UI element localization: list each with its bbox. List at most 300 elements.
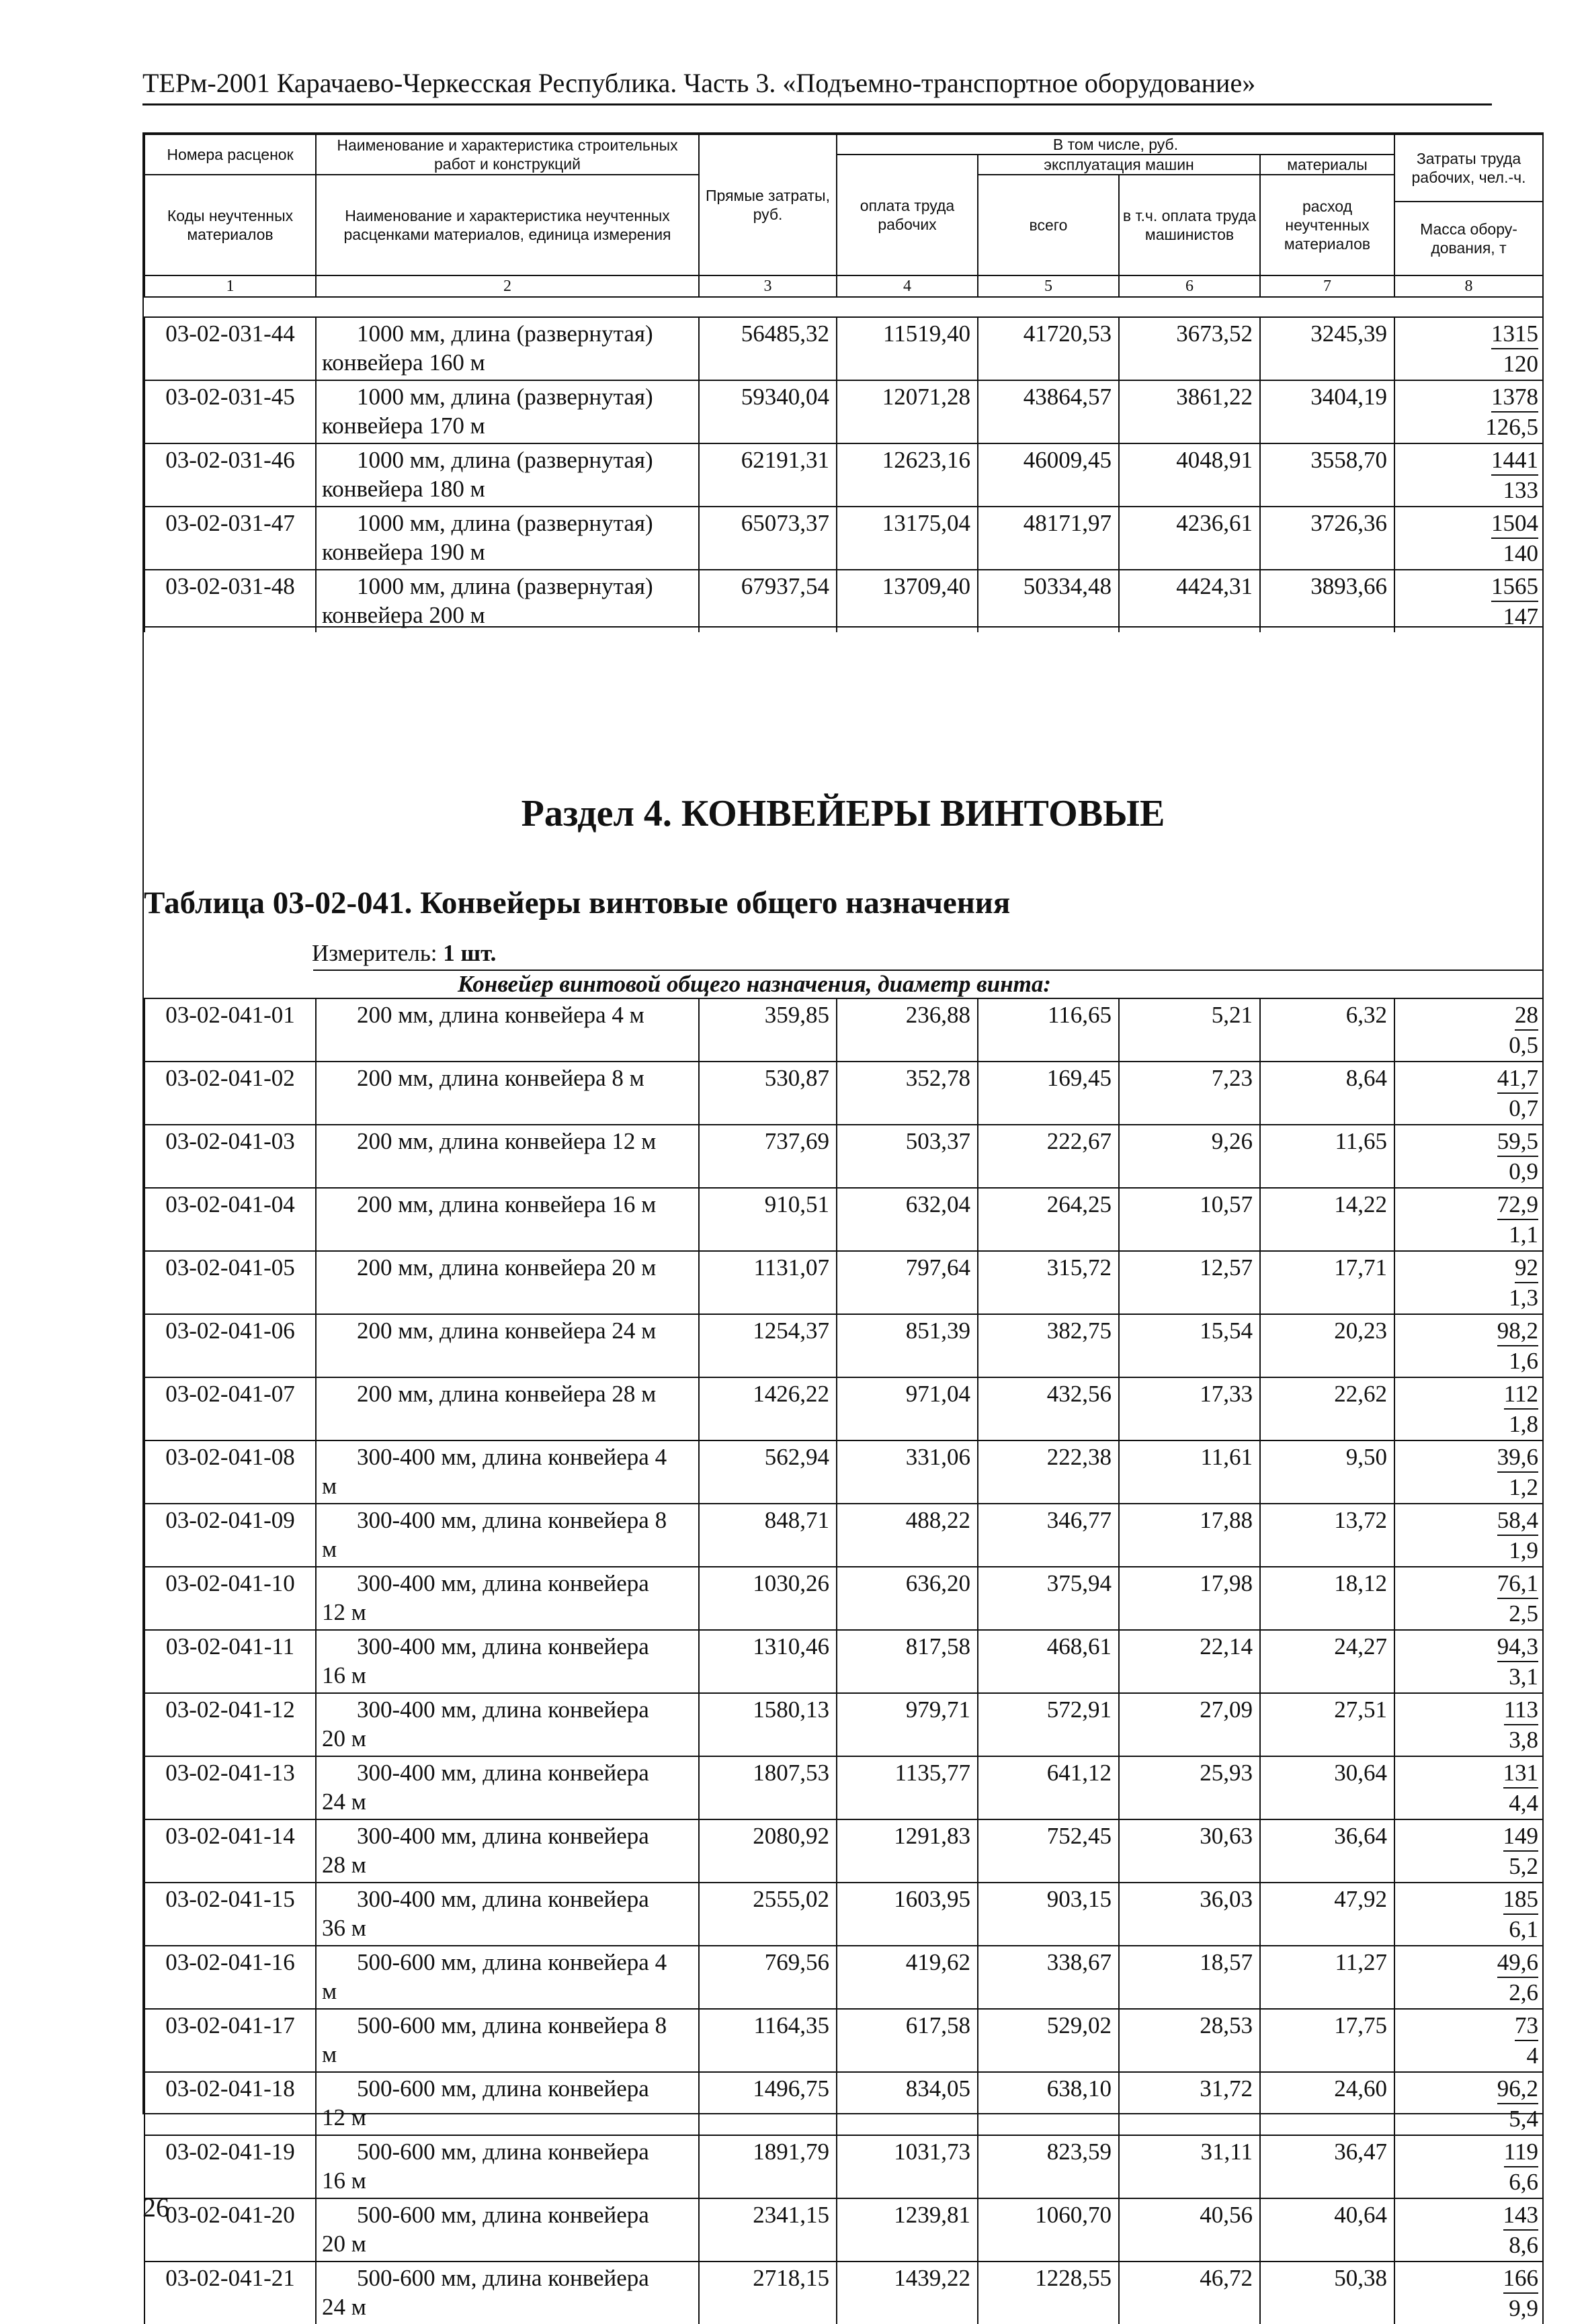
- table-row: [144, 998, 1543, 1062]
- labor-pay: 13709,40: [837, 570, 978, 632]
- table-row: [144, 443, 1543, 507]
- equipment-mass: 1,9: [1509, 1537, 1538, 1563]
- labor-hours: 143: [1503, 2200, 1539, 2231]
- description-line-1: 1000 мм, длина (развернутая): [357, 510, 653, 536]
- labor-pay: 1031,73: [837, 2135, 978, 2198]
- work-description: [316, 2262, 699, 2324]
- machinist-pay: 4048,91: [1119, 443, 1260, 507]
- labor-hours: 49,6: [1497, 1948, 1538, 1978]
- machine-total: 41720,53: [978, 317, 1119, 380]
- labor-hours: 72,9: [1497, 1190, 1538, 1220]
- direct-costs: 1131,07: [699, 1251, 837, 1314]
- labor-and-mass: [1394, 1251, 1543, 1314]
- rate-code: 03-02-041-13: [144, 1756, 316, 1819]
- machinist-pay: 27,09: [1119, 1693, 1260, 1756]
- machine-total: 432,56: [978, 1377, 1119, 1440]
- work-description: [316, 998, 699, 1062]
- description-line-1: 1000 мм, длина (развернутая): [357, 573, 653, 599]
- rate-code: 03-02-041-08: [144, 1440, 316, 1504]
- materials-cost: 30,64: [1260, 1756, 1394, 1819]
- description-line-1: 300-400 мм, длина конвейера 4: [357, 1444, 667, 1470]
- column-number: 8: [1394, 275, 1543, 297]
- labor-pay: 419,62: [837, 1946, 978, 2009]
- labor-and-mass: [1394, 1188, 1543, 1251]
- rate-code: 03-02-041-02: [144, 1062, 316, 1125]
- description-line-1: 200 мм, длина конвейера 16 м: [357, 1191, 657, 1217]
- labor-and-mass: [1394, 1125, 1543, 1188]
- materials-cost: 40,64: [1260, 2198, 1394, 2262]
- description-line-2: конвейера 160 м: [322, 349, 485, 376]
- description-line-1: 500-600 мм, длина конвейера: [357, 2139, 649, 2165]
- direct-costs: 910,51: [699, 1188, 837, 1251]
- table-row: [144, 2135, 1543, 2198]
- description-line-2: 20 м: [322, 1725, 366, 1752]
- materials-cost: 8,64: [1260, 1062, 1394, 1125]
- labor-pay: 797,64: [837, 1251, 978, 1314]
- labor-pay: 1239,81: [837, 2198, 978, 2262]
- direct-costs: 1164,35: [699, 2009, 837, 2072]
- description-line-2: конвейера 170 м: [322, 413, 485, 439]
- machinist-pay: 12,57: [1119, 1251, 1260, 1314]
- work-description: [316, 1819, 699, 1883]
- work-description: [316, 317, 699, 380]
- work-description: [316, 507, 699, 570]
- machinist-pay: 11,61: [1119, 1440, 1260, 1504]
- labor-hours: 1441: [1491, 445, 1538, 476]
- direct-costs: 62191,31: [699, 443, 837, 507]
- table-row: [144, 380, 1543, 443]
- labor-pay: 236,88: [837, 998, 978, 1062]
- direct-costs: 848,71: [699, 1504, 837, 1567]
- equipment-mass: 6,1: [1509, 1916, 1538, 1942]
- direct-costs: 1254,37: [699, 1314, 837, 1377]
- equipment-mass: 6,6: [1509, 2169, 1538, 2195]
- rate-code: 03-02-041-11: [144, 1630, 316, 1693]
- machinist-pay: 17,88: [1119, 1504, 1260, 1567]
- machinist-pay: 46,72: [1119, 2262, 1260, 2324]
- rate-code: 03-02-031-48: [144, 570, 316, 632]
- direct-costs: 59340,04: [699, 380, 837, 443]
- description-line-2: 16 м: [322, 1662, 366, 1688]
- description-line-1: 200 мм, длина конвейера 8 м: [357, 1065, 644, 1091]
- description-line-2: 12 м: [322, 1599, 366, 1625]
- rate-code: 03-02-031-46: [144, 443, 316, 507]
- equipment-mass: 133: [1503, 477, 1538, 503]
- rate-code: 03-02-041-07: [144, 1377, 316, 1440]
- description-line-2: м: [322, 1978, 337, 2004]
- description-line-1: 200 мм, длина конвейера 28 м: [357, 1381, 657, 1407]
- section-title: Раздел 4. КОНВЕЙЕРЫ ВИНТОВЫЕ: [521, 793, 1165, 834]
- rate-code: 03-02-041-12: [144, 1693, 316, 1756]
- description-line-1: 500-600 мм, длина конвейера 4: [357, 1949, 667, 1975]
- description-line-1: 500-600 мм, длина конвейера 8: [357, 2012, 667, 2038]
- table-row: [144, 1314, 1543, 1377]
- labor-and-mass: [1394, 443, 1543, 507]
- machinist-pay: 5,21: [1119, 998, 1260, 1062]
- description-line-1: 200 мм, длина конвейера 20 м: [357, 1254, 657, 1281]
- labor-hours: 98,2: [1497, 1316, 1538, 1346]
- labor-and-mass: [1394, 1819, 1543, 1883]
- machine-total: 638,10: [978, 2072, 1119, 2135]
- labor-and-mass: [1394, 1756, 1543, 1819]
- machinist-pay: 28,53: [1119, 2009, 1260, 2072]
- description-line-2: 28 м: [322, 1852, 366, 1878]
- labor-and-mass: [1394, 2198, 1543, 2262]
- machinist-pay: 36,03: [1119, 1883, 1260, 1946]
- direct-costs: 56485,32: [699, 317, 837, 380]
- work-description: [316, 1062, 699, 1125]
- direct-costs: 2555,02: [699, 1883, 837, 1946]
- labor-hours: 1565: [1491, 572, 1538, 602]
- rate-code: 03-02-041-05: [144, 1251, 316, 1314]
- materials-cost: 3404,19: [1260, 380, 1394, 443]
- description-line-1: 500-600 мм, длина конвейера: [357, 2202, 649, 2228]
- rate-code: 03-02-041-01: [144, 998, 316, 1062]
- labor-hours: 113: [1504, 1695, 1538, 1725]
- labor-pay: 1291,83: [837, 1819, 978, 1883]
- machinist-pay: 18,57: [1119, 1946, 1260, 2009]
- rate-code: 03-02-031-45: [144, 380, 316, 443]
- rate-code: 03-02-041-04: [144, 1188, 316, 1251]
- labor-hours: 94,3: [1497, 1632, 1538, 1662]
- work-description: [316, 1630, 699, 1693]
- equipment-mass: 140: [1503, 540, 1538, 566]
- work-description: [316, 2072, 699, 2135]
- materials-cost: 11,27: [1260, 1946, 1394, 2009]
- rows-table-part1: [144, 316, 1544, 632]
- header-labor-pay: оплата труда рабочих: [837, 155, 978, 275]
- header-mass: Масса обору-дования, т: [1394, 202, 1543, 275]
- machinist-pay: 17,33: [1119, 1377, 1260, 1440]
- materials-cost: 13,72: [1260, 1504, 1394, 1567]
- direct-costs: 769,56: [699, 1946, 837, 2009]
- work-description: [316, 1567, 699, 1630]
- equipment-mass: 1,3: [1509, 1285, 1538, 1311]
- machinist-pay: 15,54: [1119, 1314, 1260, 1377]
- work-description: [316, 1756, 699, 1819]
- column-number: 4: [837, 275, 978, 297]
- description-line-1: 200 мм, длина конвейера 24 м: [357, 1318, 657, 1344]
- header-name-top: Наименование и характеристика строительных работ и конструкций: [316, 134, 699, 175]
- labor-pay: 1603,95: [837, 1883, 978, 1946]
- labor-hours: 131: [1503, 1758, 1539, 1789]
- materials-cost: 14,22: [1260, 1188, 1394, 1251]
- materials-cost: 3893,66: [1260, 570, 1394, 632]
- labor-pay: 12071,28: [837, 380, 978, 443]
- header-including: В том числе, руб.: [837, 134, 1394, 155]
- header-name-bottom: Наименование и характеристика неучтенных расценками материалов, единица измерения: [316, 175, 699, 275]
- equipment-mass: 3,1: [1509, 1664, 1538, 1690]
- machine-total: 468,61: [978, 1630, 1119, 1693]
- labor-and-mass: [1394, 1567, 1543, 1630]
- description-line-1: 1000 мм, длина (развернутая): [357, 384, 653, 410]
- machinist-pay: 31,11: [1119, 2135, 1260, 2198]
- measure-value: 1 шт.: [443, 940, 497, 966]
- equipment-mass: 2,6: [1509, 1979, 1538, 2006]
- labor-pay: 636,20: [837, 1567, 978, 1630]
- direct-costs: 737,69: [699, 1125, 837, 1188]
- machine-total: 572,91: [978, 1693, 1119, 1756]
- equipment-mass: 4: [1526, 2042, 1538, 2069]
- description-line-2: 24 м: [322, 1789, 366, 1815]
- labor-hours: 41,7: [1497, 1064, 1538, 1094]
- equipment-mass: 2,5: [1509, 1600, 1538, 1627]
- work-description: [316, 1125, 699, 1188]
- table-row: [144, 1883, 1543, 1946]
- rate-code: 03-02-031-47: [144, 507, 316, 570]
- materials-cost: 22,62: [1260, 1377, 1394, 1440]
- labor-and-mass: [1394, 1314, 1543, 1377]
- work-description: [316, 2009, 699, 2072]
- group-heading: [313, 970, 1542, 998]
- machine-total: 752,45: [978, 1819, 1119, 1883]
- description-line-2: 16 м: [322, 2167, 366, 2194]
- materials-cost: 20,23: [1260, 1314, 1394, 1377]
- direct-costs: 65073,37: [699, 507, 837, 570]
- rate-code: 03-02-041-16: [144, 1946, 316, 2009]
- labor-pay: 817,58: [837, 1630, 978, 1693]
- equipment-mass: 126,5: [1485, 414, 1538, 440]
- machine-total: 903,15: [978, 1883, 1119, 1946]
- description-line-2: 24 м: [322, 2294, 366, 2320]
- labor-pay: 851,39: [837, 1314, 978, 1377]
- materials-cost: 17,71: [1260, 1251, 1394, 1314]
- description-line-2: м: [322, 1536, 337, 1562]
- labor-hours: 1504: [1491, 509, 1538, 539]
- table-row: [144, 2072, 1543, 2135]
- table-row: [144, 1693, 1543, 1756]
- materials-cost: 17,75: [1260, 2009, 1394, 2072]
- rate-code: 03-02-041-18: [144, 2072, 316, 2135]
- table-row: [144, 1440, 1543, 1504]
- table-title: Таблица 03-02-041. Конвейеры винтовые общего назначения: [144, 886, 1011, 920]
- rate-code: 03-02-041-03: [144, 1125, 316, 1188]
- equipment-mass: 5,4: [1509, 2106, 1538, 2132]
- machine-total: 346,77: [978, 1504, 1119, 1567]
- description-line-2: м: [322, 2041, 337, 2067]
- labor-pay: 12623,16: [837, 443, 978, 507]
- machine-total: 1060,70: [978, 2198, 1119, 2262]
- machine-total: 222,38: [978, 1440, 1119, 1504]
- machine-total: 43864,57: [978, 380, 1119, 443]
- labor-pay: 11519,40: [837, 317, 978, 380]
- equipment-mass: 1,2: [1509, 1474, 1538, 1500]
- equipment-mass: 0,7: [1509, 1095, 1538, 1121]
- labor-hours: 92: [1515, 1253, 1538, 1283]
- labor-hours: 119: [1504, 2137, 1538, 2167]
- table-row: [144, 507, 1543, 570]
- labor-hours: 28: [1515, 1000, 1538, 1031]
- rows-table-part2: [144, 998, 1544, 2324]
- table-row: [144, 1504, 1543, 1567]
- machine-total: 48171,97: [978, 507, 1119, 570]
- direct-costs: 562,94: [699, 1440, 837, 1504]
- table-row: [144, 317, 1543, 380]
- equipment-mass: 0,5: [1509, 1032, 1538, 1058]
- work-description: [316, 1314, 699, 1377]
- description-line-1: 300-400 мм, длина конвейера: [357, 1570, 649, 1596]
- document-sheet: [142, 132, 1544, 2321]
- work-description: [316, 1504, 699, 1567]
- work-description: [316, 1188, 699, 1251]
- table-row: [144, 1819, 1543, 1883]
- machine-total: 46009,45: [978, 443, 1119, 507]
- labor-hours: 96,2: [1497, 2074, 1538, 2104]
- table-row: [144, 1946, 1543, 2009]
- rate-code: 03-02-041-20: [144, 2198, 316, 2262]
- materials-cost: 24,60: [1260, 2072, 1394, 2135]
- labor-hours: 149: [1503, 1821, 1539, 1852]
- description-line-2: 12 м: [322, 2104, 366, 2131]
- machinist-pay: 3673,52: [1119, 317, 1260, 380]
- measure-label: Измеритель:: [312, 940, 444, 966]
- machine-total: 116,65: [978, 998, 1119, 1062]
- header-direct-costs: Прямые затраты, руб.: [699, 134, 837, 275]
- machinist-pay: 25,93: [1119, 1756, 1260, 1819]
- work-description: [316, 2135, 699, 2198]
- table-row: [144, 570, 1543, 632]
- table-header: [144, 134, 1544, 298]
- labor-and-mass: [1394, 2072, 1543, 2135]
- machine-total: 382,75: [978, 1314, 1119, 1377]
- rate-code: 03-02-041-09: [144, 1504, 316, 1567]
- labor-and-mass: [1394, 1377, 1543, 1440]
- description-line-1: 1000 мм, длина (развернутая): [357, 447, 653, 473]
- labor-and-mass: [1394, 317, 1543, 380]
- header-machine-ops: эксплуатация машин: [978, 155, 1260, 175]
- labor-pay: 1439,22: [837, 2262, 978, 2324]
- work-description: [316, 1440, 699, 1504]
- description-line-2: конвейера 190 м: [322, 539, 485, 565]
- machinist-pay: 22,14: [1119, 1630, 1260, 1693]
- labor-pay: 503,37: [837, 1125, 978, 1188]
- labor-hours: 59,5: [1497, 1127, 1538, 1157]
- equipment-mass: 1,8: [1509, 1411, 1538, 1437]
- description-line-1: 200 мм, длина конвейера 4 м: [357, 1002, 644, 1028]
- machine-total: 222,67: [978, 1125, 1119, 1188]
- table-row: [144, 2009, 1543, 2072]
- materials-cost: 50,38: [1260, 2262, 1394, 2324]
- labor-and-mass: [1394, 1504, 1543, 1567]
- direct-costs: 1310,46: [699, 1630, 837, 1693]
- direct-costs: 1580,13: [699, 1693, 837, 1756]
- equipment-mass: 0,9: [1509, 1158, 1538, 1185]
- description-line-1: 300-400 мм, длина конвейера: [357, 1760, 649, 1786]
- table-row: [144, 1377, 1543, 1440]
- materials-cost: 18,12: [1260, 1567, 1394, 1630]
- machine-total: 529,02: [978, 2009, 1119, 2072]
- equipment-mass: 1,1: [1509, 1221, 1538, 1248]
- work-description: [316, 1377, 699, 1440]
- description-line-1: 1000 мм, длина (развернутая): [357, 320, 653, 347]
- page-number: 26: [142, 2192, 169, 2223]
- materials-cost: 47,92: [1260, 1883, 1394, 1946]
- rate-code: 03-02-041-14: [144, 1819, 316, 1883]
- materials-cost: 9,50: [1260, 1440, 1394, 1504]
- labor-and-mass: [1394, 2135, 1543, 2198]
- direct-costs: 1426,22: [699, 1377, 837, 1440]
- equipment-mass: 120: [1503, 351, 1538, 377]
- equipment-mass: 3,8: [1509, 1727, 1538, 1753]
- labor-hours: 112: [1504, 1379, 1538, 1410]
- labor-pay: 971,04: [837, 1377, 978, 1440]
- direct-costs: 2718,15: [699, 2262, 837, 2324]
- equipment-mass: 8,6: [1509, 2232, 1538, 2258]
- description-line-2: м: [322, 1473, 337, 1499]
- materials-cost: 6,32: [1260, 998, 1394, 1062]
- direct-costs: 530,87: [699, 1062, 837, 1125]
- materials-cost: 36,47: [1260, 2135, 1394, 2198]
- column-number: 7: [1260, 275, 1394, 297]
- labor-and-mass: [1394, 998, 1543, 1062]
- labor-pay: 617,58: [837, 2009, 978, 2072]
- equipment-mass: 147: [1503, 603, 1538, 630]
- equipment-mass: 1,6: [1509, 1348, 1538, 1374]
- machinist-pay: 30,63: [1119, 1819, 1260, 1883]
- labor-pay: 979,71: [837, 1693, 978, 1756]
- labor-pay: 834,05: [837, 2072, 978, 2135]
- machine-total: 50334,48: [978, 570, 1119, 632]
- table-row: [144, 1251, 1543, 1314]
- machinist-pay: 9,26: [1119, 1125, 1260, 1188]
- labor-hours: 76,1: [1497, 1569, 1538, 1599]
- machine-total: 315,72: [978, 1251, 1119, 1314]
- labor-hours: 73: [1515, 2011, 1538, 2041]
- column-number: 1: [144, 275, 316, 297]
- machine-total: 169,45: [978, 1062, 1119, 1125]
- description-line-1: 300-400 мм, длина конвейера: [357, 1633, 649, 1660]
- labor-pay: 1135,77: [837, 1756, 978, 1819]
- labor-hours: 1378: [1491, 382, 1538, 413]
- column-number: 3: [699, 275, 837, 297]
- machinist-pay: 4424,31: [1119, 570, 1260, 632]
- work-description: [316, 380, 699, 443]
- description-line-1: 500-600 мм, длина конвейера: [357, 2075, 649, 2102]
- rate-code: 03-02-041-17: [144, 2009, 316, 2072]
- header-materials: материалы: [1260, 155, 1394, 175]
- machinist-pay: 7,23: [1119, 1062, 1260, 1125]
- description-line-2: конвейера 180 м: [322, 476, 485, 502]
- description-line-1: 300-400 мм, длина конвейера: [357, 1886, 649, 1912]
- machine-total: 375,94: [978, 1567, 1119, 1630]
- materials-cost: 3245,39: [1260, 317, 1394, 380]
- description-line-1: 300-400 мм, длина конвейера: [357, 1696, 649, 1723]
- table-row: [144, 1062, 1543, 1125]
- direct-costs: 1496,75: [699, 2072, 837, 2135]
- labor-hours: 166: [1503, 2264, 1539, 2294]
- materials-cost: 11,65: [1260, 1125, 1394, 1188]
- work-description: [316, 570, 699, 632]
- header-codes-top: Номера расценок: [144, 134, 316, 175]
- column-number: 5: [978, 275, 1119, 297]
- machinist-pay: 3861,22: [1119, 380, 1260, 443]
- materials-cost: 36,64: [1260, 1819, 1394, 1883]
- direct-costs: 1030,26: [699, 1567, 837, 1630]
- labor-hours: 185: [1503, 1885, 1539, 1915]
- table-row: [144, 1630, 1543, 1693]
- labor-and-mass: [1394, 1946, 1543, 2009]
- direct-costs: 1891,79: [699, 2135, 837, 2198]
- labor-pay: 488,22: [837, 1504, 978, 1567]
- machinist-pay: 31,72: [1119, 2072, 1260, 2135]
- labor-and-mass: [1394, 1693, 1543, 1756]
- labor-pay: 13175,04: [837, 507, 978, 570]
- labor-hours: 1315: [1491, 319, 1538, 349]
- materials-cost: 24,27: [1260, 1630, 1394, 1693]
- labor-and-mass: [1394, 1630, 1543, 1693]
- labor-pay: 331,06: [837, 1440, 978, 1504]
- table-row: [144, 1567, 1543, 1630]
